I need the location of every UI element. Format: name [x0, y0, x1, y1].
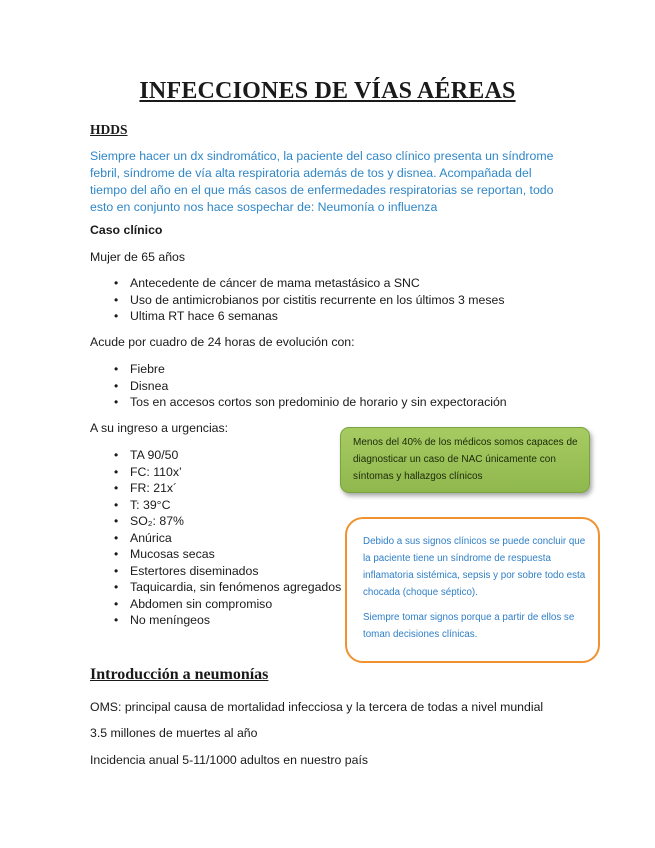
bullet-icon: •: [114, 309, 119, 323]
list-item: • Disnea: [114, 378, 169, 393]
bullet-icon: •: [114, 362, 119, 376]
list-item: • Anúrica: [114, 530, 172, 545]
list-item: • T: 39°C: [114, 497, 171, 512]
bullet-icon: •: [114, 497, 119, 512]
list-item: • Antecedente de cáncer de mama metastásico a SNC: [114, 276, 420, 290]
intro-heading: Introducción a neumonías: [90, 666, 269, 683]
hdds-heading: HDDS: [90, 122, 128, 137]
intro-line-2: 3.5 millones de muertes al año: [90, 726, 258, 740]
list-item: • Estertores diseminados: [114, 563, 259, 578]
bullet-icon: •: [114, 481, 119, 495]
patient-line: Mujer de 65 años: [90, 250, 186, 264]
list-item: • Mucosas secas: [114, 547, 215, 561]
list-item: • No meníngeos: [114, 613, 210, 627]
list-item: • Tos en accesos cortos son predominio de horario y sin expectoración: [114, 395, 507, 409]
bullet-icon: •: [114, 276, 119, 290]
bullet-icon: •: [114, 448, 119, 462]
bullet-icon: •: [114, 547, 119, 561]
orange-callout: [345, 517, 600, 663]
intro-line-3: Incidencia anual 5-11/1000 adultos en nuestro país: [90, 753, 369, 767]
green-callout-text: Menos del 40% de los médicos somos capaces de diagnosticar un caso de NAC únicamente con síntomas y hallazgos clínicos: [353, 437, 578, 482]
bullet-icon: •: [114, 596, 119, 611]
list-item: • Abdomen sin compromiso: [114, 596, 273, 611]
page-title: INFECCIONES DE VÍAS AÉREAS: [139, 78, 516, 104]
bullet-icon: •: [114, 378, 119, 393]
list-item: • TA 90/50: [114, 448, 179, 462]
case-heading: Caso clínico: [90, 223, 163, 237]
history-list: [90, 275, 505, 325]
bullet-icon: •: [114, 514, 119, 528]
bullet-icon: •: [114, 563, 119, 578]
hdds-paragraph: Siempre hacer un dx sindromático, la paciente del caso clínico presenta un síndrome febril, síndrome de vía alta respiratoria además de tos y disnea. Acompañada del tiempo del año en el que más casos de enfermedades respiratorias se reportan, todo esto en conjunto nos hace sospechar de: Neumonía o influenza: [90, 149, 554, 214]
bullet-icon: •: [114, 613, 119, 627]
findings-list: [90, 447, 341, 629]
orange-callout-text-1: Debido a sus signos clínicos se puede concluir que la paciente tiene un síndrome de respuesta inflamatoria sistémica, sepsis y por sobre todo esta chocada (choque séptico).: [363, 536, 586, 598]
symptoms-list: [90, 361, 507, 411]
presentation-intro: Acude por cuadro de 24 horas de evolución con:: [90, 335, 355, 349]
list-item: • SO₂: 87%: [114, 514, 184, 528]
bullet-icon: •: [114, 395, 119, 409]
green-callout: [340, 427, 590, 493]
list-item: • FR: 21x´: [114, 481, 178, 495]
list-item: • Fiebre: [114, 362, 165, 376]
list-item: • FC: 110x’: [114, 464, 182, 479]
admission-intro: A su ingreso a urgencias:: [90, 421, 229, 435]
bullet-icon: •: [114, 580, 119, 594]
orange-callout-text-2: Siempre tomar signos porque a partir de ellos se toman decisiones clínicas.: [363, 612, 575, 640]
list-item: • Ultima RT hace 6 semanas: [114, 309, 278, 323]
bullet-icon: •: [114, 464, 119, 479]
list-item: • Taquicardia, sin fenómenos agregados: [114, 580, 342, 594]
bullet-icon: •: [114, 530, 119, 545]
bullet-icon: •: [114, 292, 119, 307]
intro-line-1: OMS: principal causa de mortalidad infecciosa y la tercera de todas a nivel mundial: [90, 700, 544, 714]
list-item: • Uso de antimicrobianos por cistitis recurrente en los últimos 3 meses: [114, 292, 505, 307]
